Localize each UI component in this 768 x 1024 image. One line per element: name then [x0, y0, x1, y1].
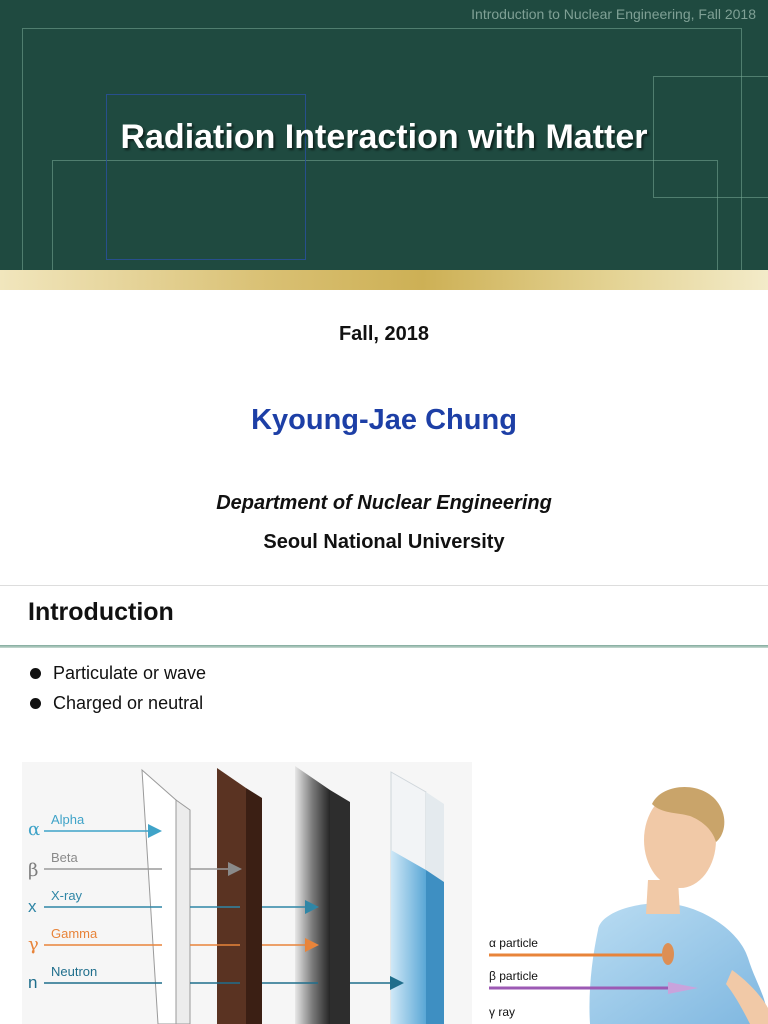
- wood-board: [217, 768, 246, 1024]
- gamma-label: Gamma: [51, 926, 98, 941]
- beta-particle-label: β particle: [489, 969, 538, 983]
- bullet-text: Particulate or wave: [53, 663, 207, 683]
- water-fill-edge: [426, 870, 444, 1024]
- lead-block-edge: [330, 790, 350, 1024]
- course-tag: Introduction to Nuclear Engineering, Fall 2018: [471, 6, 756, 22]
- beta-symbol: β: [28, 860, 39, 881]
- department-name: Department of Nuclear Engineering: [216, 492, 552, 514]
- author-name: Kyoung-Jae Chung: [251, 404, 517, 436]
- bullet-list: [30, 662, 206, 722]
- gamma-ray-label: γ ray: [489, 1005, 516, 1019]
- neutron-symbol: n: [28, 973, 38, 992]
- lead-block: [295, 766, 330, 1024]
- bullet-item: [30, 692, 206, 722]
- radiation-penetration-figure: [0, 762, 768, 1024]
- alpha-symbol: α: [28, 819, 41, 840]
- bullet-dot-icon: [30, 668, 41, 679]
- alpha-particle-label: α particle: [489, 936, 538, 950]
- paper-edge: [176, 800, 190, 1024]
- title-rule: [0, 645, 768, 648]
- xray-symbol: x: [28, 897, 37, 916]
- bullet-item: [30, 662, 206, 692]
- wood-board-edge: [246, 788, 262, 1024]
- beta-label: Beta: [51, 850, 78, 865]
- bullet-dot-icon: [30, 698, 41, 709]
- impact-spot: [662, 943, 674, 965]
- penetration-diagram: [0, 762, 768, 1024]
- intro-slide: [0, 586, 768, 1024]
- term-label: Fall, 2018: [338, 323, 430, 345]
- section-title: Introduction: [28, 598, 174, 626]
- water-fill: [391, 850, 426, 1024]
- slide-title: Radiation Interaction with Matter: [120, 118, 648, 156]
- neutron-label: Neutron: [51, 964, 98, 979]
- xray-label: X-ray: [51, 888, 83, 903]
- university-name: Seoul National University: [263, 531, 505, 553]
- header-band: [0, 0, 768, 270]
- alpha-label: Alpha: [51, 812, 85, 827]
- bullet-text: Charged or neutral: [53, 693, 204, 713]
- gamma-symbol: γ: [28, 934, 39, 955]
- gold-band: [0, 270, 768, 290]
